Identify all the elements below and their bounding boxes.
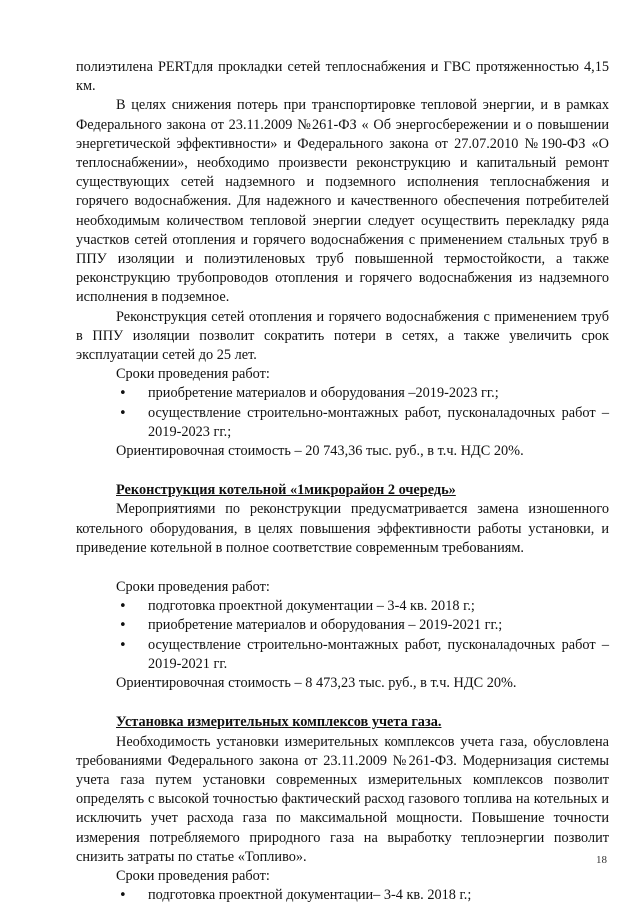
paragraph-boiler: Мероприятиями по реконструкции предусматривается замена изношенного котельного оборудования, в целях повышения эффективности работы установки, и приведение котельной в полное соответствие современным требованиям. <box>76 501 609 556</box>
section-heading-boiler: Реконструкция котельной «1микрорайон 2 очередь» <box>116 482 456 499</box>
list-item: • приобретение материалов и оборудования – 2019-2021 гг.; <box>76 616 609 635</box>
list-item: • осуществление строительно-монтажных работ, пусконаладочных работ – 2019-2023 гг.; <box>76 404 609 442</box>
section-heading-gas-metering: Установка измерительных комплексов учета газа. <box>116 714 442 731</box>
terms-label: Сроки проведения работ: <box>116 366 270 383</box>
page-number: 18 <box>596 854 607 866</box>
terms-list <box>76 886 609 905</box>
list-item: • осуществление строительно-монтажных работ, пусконаладочных работ – 2019-2021 гг. <box>76 636 609 674</box>
list-item: • приобретение материалов и оборудования –2019-2023 гг.; <box>76 384 609 403</box>
terms-list <box>76 597 609 674</box>
paragraph-pert: полиэтилена PERTдля прокладки сетей теплоснабжения и ГВС протяженностью 4,15 км. <box>76 59 609 95</box>
paragraph-reconstruction: Реконструкция сетей отопления и горячего водоснабжения с применением труб в ППУ изоляции позволит сократить потери в сетях, а также увеличить срок эксплуатации сетей до 25 лет. <box>76 308 609 364</box>
list-item: • подготовка проектной документации – 3-4 кв. 2018 г.; <box>76 597 609 616</box>
paragraph-gas-metering: Необходимость установки измерительных комплексов учета газа, обусловлена требованиями Федерального закона от 23.11.2009 №261-ФЗ. Модернизация системы учета газа путем установки современных измерительных комплексов позволит определять с высокой точностью фактический расход газового топлива на котельных и исключить учет расхода газа по максимальной мощности. Повышение точности измерения потребляемого природного газа на выработку теплоэнергии позволит снизить затраты по статье «Топливо». <box>76 733 609 865</box>
page-content <box>76 58 609 905</box>
terms-list <box>76 384 609 442</box>
paragraph-heat-losses: В целях снижения потерь при транспортировке тепловой энергии, и в рамках Федерального закона от 23.11.2009 №261-ФЗ « Об энергосбережении и о повышении энергетической эффективности» и Федерального закона от 27.07.2010 №190-ФЗ «О теплоснабжении», необходимо произвести реконструкцию и капитальный ремонт существующих сетей надземного и подземного исполнения теплоснабжения и горячего водоснабжения. Для надежного и качественного обеспечения потребителей необходимым количеством тепловой энергии следует осуществить перекладку ряда участков сетей отопления и горячего водоснабжения с применением стальных труб в ППУ изоляции и полиэтиленовых труб повышенной термостойкости, а также реконструкцию трубопроводов отопления и горячего водоснабжения из надземного исполнения в подземное. <box>76 97 609 306</box>
list-item: • подготовка проектной документации– 3-4 кв. 2018 г.; <box>76 886 609 905</box>
cost-estimate: Ориентировочная стоимость – 8 473,23 тыс. руб., в т.ч. НДС 20%. <box>116 675 517 692</box>
terms-label: Сроки проведения работ: <box>116 579 270 596</box>
cost-estimate: Ориентировочная стоимость – 20 743,36 тыс. руб., в т.ч. НДС 20%. <box>116 443 524 460</box>
terms-label: Сроки проведения работ: <box>116 867 270 884</box>
